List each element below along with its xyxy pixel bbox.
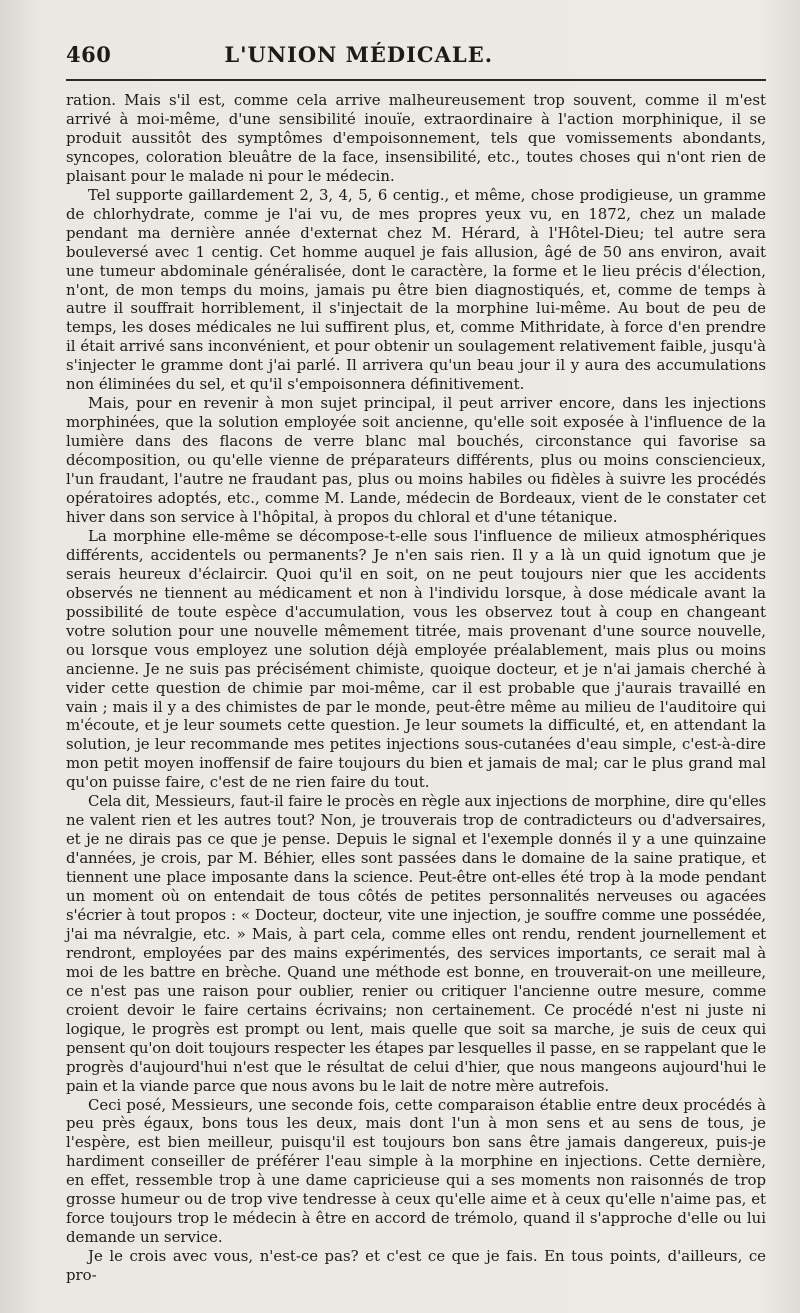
paragraph: La morphine elle-même se décompose-t-elle sous l'influence de milieux atmosphériques différents, accidentels ou permanents? Je n'en sais rien. Il y a là un quid ignotum que je serais heureux d'éclaircir. Quoi qu'il en soit, on ne peut toujours nier que les accidents observés ne tiennent au médicament et non à l'individu lorsque, à dose médicale avant la possibilité de toute espèce d'accumulation, vous les observez tout à coup en changeant votre solution pour une nouvelle mêmement titrée, mais provenant d'une source nouvelle, ou lorsque vous employez une solution déjà employée préalablement, mais plus ou moins ancienne. Je ne suis pas précisément chimiste, quoique docteur, et je n'ai jamais cherché à vider cette question de chimie par moi-même, car il est probable que j'aurais travaillé en vain ; mais il y a des chimistes de par le monde, peut-être même au milieu de l'auditoire qui m'écoute, et je leur soumets cette question. Je leur soumets la difficulté, et, en attendant la solution, je leur recommande mes petites injections sous-cutanées d'eau simple, c'est-à-dire mon petit moyen inoffensif de faire toujours du bien et jamais de mal; car le plus grand mal qu'on puisse faire, c'est de ne rien faire du tout. xyxy=(66,526,766,792)
paragraph: Cela dit, Messieurs, faut-il faire le procès en règle aux injections de morphine, dire qu'elles ne valent rien et les autres tout? Non, je trouverais trop de contradicteurs ou d'adversaires, et je ne dirais pas ce que je pense. Depuis le signal et l'exemple donnés il y a une quinzaine d'années, je crois, par M. Béhier, elles sont passées dans le domaine de la saine pratique, et tiennent une place imposante dans la science. Peut-être ont-elles été trop à la mode pendant un moment où on entendait de tous côtés de petites personnalités nerveuses ou agacées s'écrier à tout propos : « Docteur, docteur, vite une injection, je souffre comme une possédée, j'ai ma névralgie, etc. » Mais, à part cela, comme elles ont rendu, rendent journellement et rendront, employées par des mains expérimentés, des services importants, ce serait mal à moi de les battre en brèche. Quand une méthode est bonne, en trouverait-on une meilleure, ce n'est pas une raison pour oublier, renier ou critiquer l'ancienne outre mesure, comme croient devoir le faire certains écrivains; non certainement. Ce procédé n'est ni juste ni logique, le progrès est prompt ou lent, mais quelle que soit sa marche, je suis de ceux qui pensent qu'on doit toujours respecter les étapes par lesquelles il passe, en se rappelant que le progrès d'aujourd'hui n'est que le résultat de celui d'hier, que nous mangeons aujourd'hui le pain et la viande parce que nous avons bu le lait de notre mère autrefois. xyxy=(66,792,766,1095)
article-body xyxy=(66,91,766,1285)
paragraph: Ceci posé, Messieurs, une seconde fois, cette comparaison établie entre deux procédés à peu près égaux, bons tous les deux, mais dont l'un à mon sens et au sens de tous, je l'espère, est bien meilleur, puisqu'il est toujours bon sans être jamais dangereux, puis-je hardiment conseiller de préférer l'eau simple à la morphine en injections. Cette dernière, en effet, ressemble trop à une dame capricieuse qui a ses moments non raisonnés de trop grosse humeur ou de trop vive tendresse à ceux qu'elle aime et à ceux qu'elle n'aime pas, et force toujours trop le médecin à être en accord de trémolo, quand il s'approche d'elle ou lui demande un service. xyxy=(66,1095,766,1247)
page-number: 460 xyxy=(66,42,112,67)
paragraph: Je le crois avec vous, n'est-ce pas? et c'est ce que je fais. En tous points, d'ailleurs, ce pro- xyxy=(66,1247,766,1285)
page-header xyxy=(66,42,766,67)
paragraph: Tel supporte gaillardement 2, 3, 4, 5, 6 centig., et même, chose prodigieuse, un gramme de chlorhydrate, comme je l'ai vu, de mes propres yeux vu, en 1872, chez un malade pendant ma dernière année d'externat chez M. Hérard, à l'Hôtel-Dieu; tel autre sera bouleversé avec 1 centig. Cet homme auquel je fais allusion, âgé de 50 ans environ, avait une tumeur abdominale généralisée, dont le caractère, la forme et le lieu précis d'élection, n'ont, de mon temps du moins, jamais pu être bien diagnostiqués, et, comme de temps à autre il souffrait horriblement, il s'injectait de la morphine lui-même. Au bout de peu de temps, les doses médicales ne lui suffirent plus, et, comme Mithridate, à force d'en prendre il était arrivé sans inconvénient, et pour obtenir un soulagement relativement faible, jusqu'à s'injecter le gramme dont j'ai parlé. Il arrivera qu'un beau jour il y aura des accumulations non éliminées du sel, et qu'il s'empoisonnera définitivement. xyxy=(66,185,766,394)
running-head: L'UNION MÉDICALE. xyxy=(224,42,494,67)
paragraph: ration. Mais s'il est, comme cela arrive malheureusement trop souvent, comme il m'est arrivé à moi-même, d'une sensibilité inouïe, extraordinaire à l'action morphinique, il se produit aussitôt des symptômes d'empoisonnement, tels que vomissements abondants, syncopes, coloration bleuâtre de la face, insensibilité, etc., toutes choses qui n'ont rien de plaisant pour le malade ni pour le médecin. xyxy=(66,91,766,185)
paragraph: Mais, pour en revenir à mon sujet principal, il peut arriver encore, dans les injections morphinées, que la solution employée soit ancienne, qu'elle soit exposée à l'influence de la lumière dans des flacons de verre blanc mal bouchés, circonstance qui favorise sa décomposition, ou qu'elle vienne de préparateurs différents, plus ou moins consciencieux, l'un fraudant, l'autre ne fraudant pas, plus ou moins habiles ou fidèles à suivre les procédés opératoires adoptés, etc., comme M. Lande, médecin de Bordeaux, vient de le constater cet hiver dans son service à l'hôpital, à propos du chloral et d'une tétanique. xyxy=(66,394,766,526)
header-rule xyxy=(66,79,766,81)
